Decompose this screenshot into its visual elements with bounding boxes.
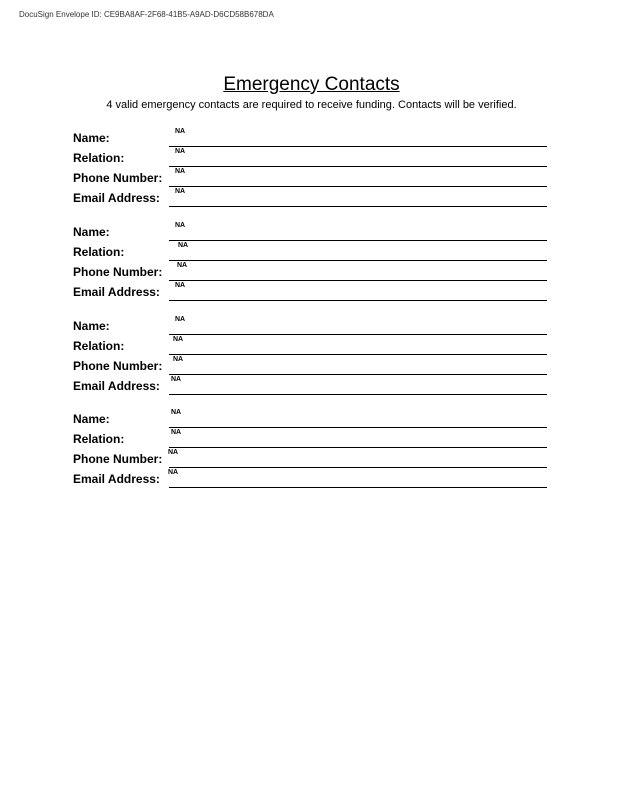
contact-2-email-value[interactable]: NA	[175, 282, 186, 289]
email-label: Email Address:	[73, 379, 160, 393]
contact-4-email-row	[0, 468, 623, 488]
contact-2-name-value[interactable]: NA	[175, 222, 186, 229]
phone-label: Phone Number:	[73, 359, 163, 373]
contact-3-name-row	[0, 315, 623, 335]
name-label: Name:	[73, 319, 110, 333]
contact-2-phone-value[interactable]: NA	[177, 262, 188, 269]
contact-3-email-row	[0, 375, 623, 395]
name-label: Name:	[73, 412, 110, 426]
relation-label: Relation:	[73, 339, 125, 353]
contact-3-name-value[interactable]: NA	[175, 316, 186, 323]
contact-1-relation-row	[0, 147, 623, 167]
phone-label: Phone Number:	[73, 265, 163, 279]
contact-4-phone-row	[0, 448, 623, 468]
contact-2-phone-row	[0, 261, 623, 281]
relation-label: Relation:	[73, 432, 125, 446]
contact-2-relation-row	[0, 241, 623, 261]
email-label: Email Address:	[73, 191, 160, 205]
page-title: Emergency Contacts	[223, 74, 400, 95]
contact-1-relation-value[interactable]: NA	[175, 148, 186, 155]
contact-4-relation-value[interactable]: NA	[171, 429, 182, 436]
field-line	[169, 300, 547, 301]
phone-label: Phone Number:	[73, 452, 163, 466]
contact-3-phone-value[interactable]: NA	[173, 356, 184, 363]
contact-1-phone-value[interactable]: NA	[175, 168, 186, 175]
field-line	[169, 487, 547, 488]
page-subtitle: 4 valid emergency contacts are required to receive funding. Contacts will be verified.	[106, 99, 517, 111]
email-label: Email Address:	[73, 472, 160, 486]
contact-1-email-value[interactable]: NA	[175, 188, 186, 195]
contact-3-email-value[interactable]: NA	[171, 376, 182, 383]
relation-label: Relation:	[73, 245, 125, 259]
name-label: Name:	[73, 131, 110, 145]
field-line	[169, 206, 547, 207]
contact-1-name-value[interactable]: NA	[175, 128, 186, 135]
contact-1-name-row	[0, 127, 623, 147]
name-label: Name:	[73, 225, 110, 239]
contact-4-name-row	[0, 408, 623, 428]
contact-3-phone-row	[0, 355, 623, 375]
phone-label: Phone Number:	[73, 171, 163, 185]
contact-2-email-row	[0, 281, 623, 301]
contact-1-phone-row	[0, 167, 623, 187]
contact-4-email-value[interactable]: NA	[168, 469, 179, 476]
email-label: Email Address:	[73, 285, 160, 299]
contact-4-name-value[interactable]: NA	[171, 409, 182, 416]
contact-3-relation-row	[0, 335, 623, 355]
field-line	[169, 394, 547, 395]
contact-4-relation-row	[0, 428, 623, 448]
envelope-id: DocuSign Envelope ID: CE9BA8AF-2F68-41B5-A9AD-D6CD58B678DA	[19, 10, 274, 19]
contact-4-phone-value[interactable]: NA	[168, 449, 179, 456]
contact-3-relation-value[interactable]: NA	[173, 336, 184, 343]
relation-label: Relation:	[73, 151, 125, 165]
contact-2-relation-value[interactable]: NA	[178, 242, 189, 249]
contact-2-name-row	[0, 221, 623, 241]
contact-1-email-row	[0, 187, 623, 207]
